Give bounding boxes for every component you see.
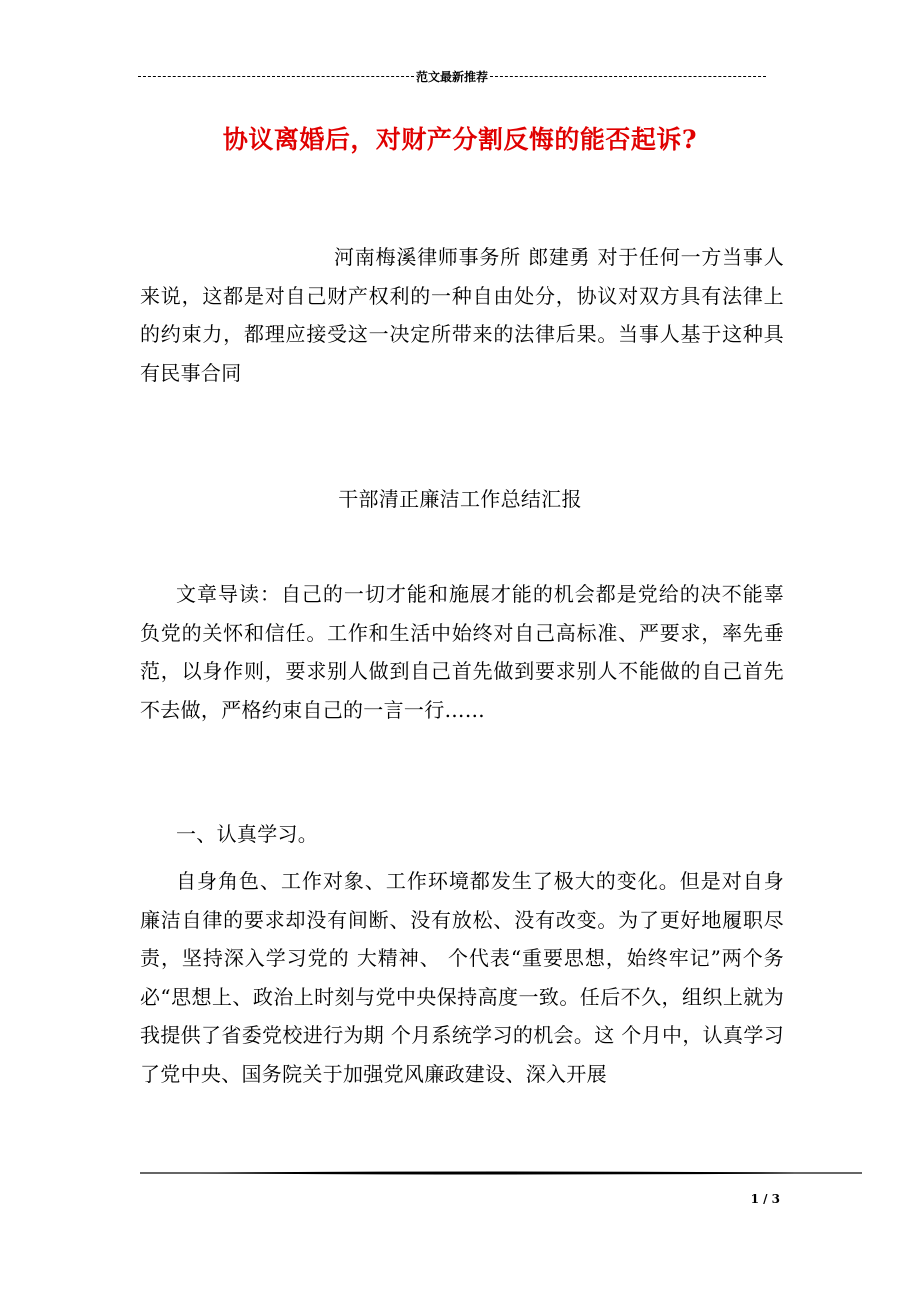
footer-rule: [140, 1168, 862, 1178]
document-title: 协议离婚后，对财产分割反悔的能否起诉?: [222, 125, 698, 154]
paragraph-guide: 文章导读：自己的一切才能和施展才能的机会都是党给的决不能辜负党的关怀和信任。工作和生活中始终对自己高标准、严要求，率先垂范，以身作则，要求别人做到自己首先做到要求别人不能做的自己首先不去做，严格约束自己的一言一行……: [140, 582, 784, 722]
header-dash-left: [138, 76, 414, 77]
paragraph-body: 自身角色、工作对象、工作环境都发生了极大的变化。但是对自身廉洁自律的要求却没有间断、没有放松、没有改变。为了更好地履职尽责，坚持深入学习党的 大精神、 个代表“重要思想，始终牢记”两个务必“思想上、政治上时刻与党中央保持高度一致。任后不久，组织上就为我提供了省委党校进行为期 个月系统学习的机会。这 个月中，认真学习了党中央、国务院关于加强党风廉政建设、深入开展: [140, 869, 784, 1086]
header-dash-right: [490, 76, 766, 77]
page-number: 1 / 3: [750, 1192, 780, 1206]
paragraph-intro: 河南梅溪律师事务所 郎建勇 对于任何一方当事人来说，这都是对自己财产权利的一种自由处分，协议对双方具有法律上的约束力，都理应接受这一决定所带来的法律后果。当事人基于这种具有民事合同: [140, 245, 784, 385]
header-text: 范文最新推荐: [416, 69, 489, 84]
section-heading: 一、认真学习。: [176, 822, 319, 846]
page-header: [138, 66, 766, 86]
document-subtitle: 干部清正廉洁工作总结汇报: [338, 487, 582, 511]
